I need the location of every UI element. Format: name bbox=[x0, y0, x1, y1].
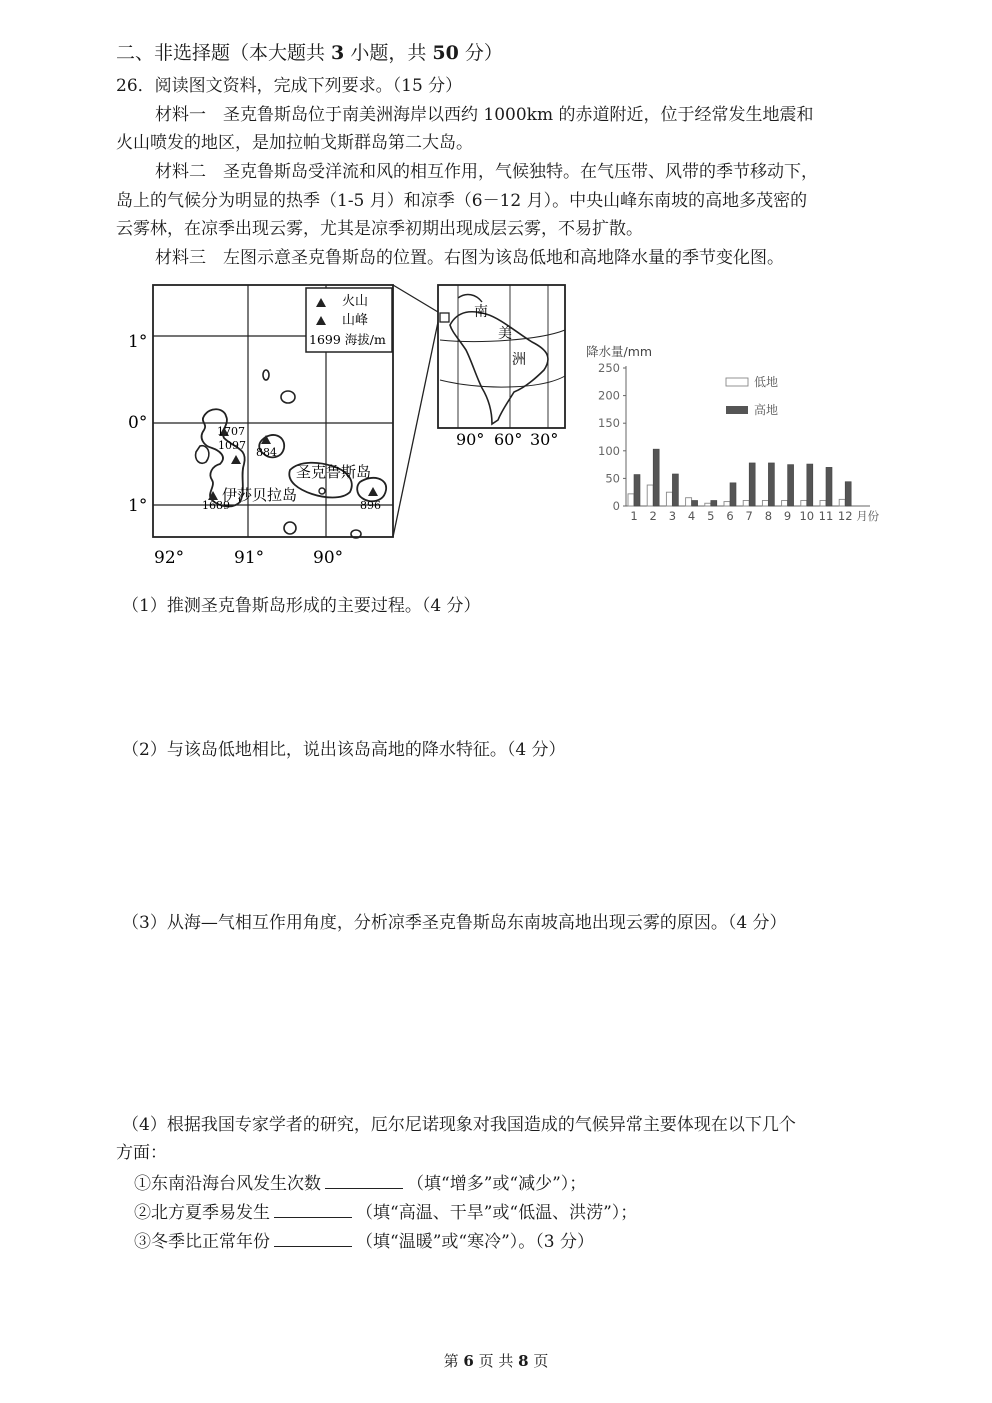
peak-icon bbox=[368, 487, 378, 496]
bar-lowland bbox=[743, 500, 749, 506]
x-tick-label: 5 bbox=[707, 509, 715, 523]
inset-lon-60: 60° bbox=[494, 430, 523, 449]
material-1-line-1: 材料一 圣克鲁斯岛位于南美洲海岸以西约 1000km 的赤道附近，位于经常发生地震和 bbox=[155, 105, 814, 125]
elev-1689: 1689 bbox=[202, 499, 230, 512]
bar-highland bbox=[768, 463, 774, 506]
isabela-label: 伊莎贝拉岛 bbox=[222, 486, 298, 504]
x-tick-label: 2 bbox=[649, 509, 657, 523]
bar-lowland bbox=[801, 500, 807, 506]
bar-highland bbox=[692, 500, 698, 506]
answer-blank-1[interactable] bbox=[325, 1174, 403, 1189]
islet bbox=[263, 370, 269, 380]
answer-blank-2[interactable] bbox=[274, 1203, 352, 1218]
inset-label-zhou: 洲 bbox=[512, 352, 526, 368]
bar-lowland bbox=[724, 502, 730, 506]
bar-lowland bbox=[628, 494, 634, 506]
south-america-inset bbox=[438, 285, 565, 428]
x-tick-label: 4 bbox=[687, 509, 696, 523]
bar-lowland bbox=[782, 500, 788, 506]
bar-lowland bbox=[839, 499, 845, 506]
sub-question-4-line-2: 方面： bbox=[116, 1143, 167, 1163]
bar-lowland bbox=[647, 485, 653, 506]
legend-swatch-lowland bbox=[726, 378, 748, 386]
x-tick-label: 11 bbox=[818, 509, 834, 523]
legend-peak-label: 山峰 bbox=[342, 313, 369, 328]
question-stem: 26．阅读图文资料，完成下列要求。（15 分） bbox=[116, 76, 463, 96]
fill-item-1: ①东南沿海台风发生次数 （填“增多”或“减少”）； bbox=[134, 1174, 587, 1194]
islet bbox=[196, 446, 209, 464]
location-map bbox=[120, 280, 580, 575]
inset-label-nan: 南 bbox=[474, 304, 488, 320]
lon-label-91: 91° bbox=[234, 548, 265, 568]
fill-item-2: ②北方夏季易发生 （填“高温、干旱”或“低温、洪涝”）； bbox=[134, 1203, 638, 1223]
material-2-line-3: 云雾林，在凉季出现云雾，尤其是凉季初期出现成层云雾，不易扩散。 bbox=[116, 219, 643, 239]
lat-label-1n: 1° bbox=[128, 332, 148, 352]
santa-cruz-label: 圣克鲁斯岛 bbox=[296, 463, 372, 481]
inset-lon-30: 30° bbox=[530, 430, 559, 449]
lon-label-90: 90° bbox=[313, 548, 344, 568]
bar-highland bbox=[634, 475, 640, 506]
legend-volcano-label: 火山 bbox=[342, 294, 369, 309]
islet bbox=[281, 391, 295, 403]
x-axis-label: 月份 bbox=[856, 509, 880, 523]
y-tick-label: 150 bbox=[598, 416, 620, 431]
y-tick-label: 250 bbox=[598, 361, 620, 375]
legend-swatch-highland bbox=[726, 406, 748, 414]
bar-lowland bbox=[762, 500, 768, 506]
legend-elevation-label: 1699 海拔/m bbox=[309, 332, 386, 347]
x-tick-label: 9 bbox=[783, 509, 792, 523]
x-tick-label: 3 bbox=[668, 509, 677, 523]
x-tick-label: 8 bbox=[764, 509, 773, 523]
page-footer: 第 6 页 共 8 页 bbox=[443, 1352, 549, 1370]
legend-label-lowland: 低地 bbox=[754, 375, 779, 389]
bar-highland bbox=[845, 482, 851, 506]
elev-1707: 1707 bbox=[217, 425, 245, 438]
lat-label-1s: 1° bbox=[128, 496, 148, 516]
section-title: 二、非选择题（本大题共 3 小题，共 50 分） bbox=[116, 42, 503, 64]
material-1-line-2: 火山喷发的地区，是加拉帕戈斯群岛第二大岛。 bbox=[116, 133, 473, 153]
bar-lowland bbox=[666, 492, 672, 506]
x-tick-label: 12 bbox=[837, 509, 853, 523]
bar-highland bbox=[672, 474, 678, 506]
islet bbox=[319, 488, 325, 494]
legend-label-highland: 高地 bbox=[754, 403, 779, 417]
x-tick-label: 10 bbox=[799, 509, 815, 523]
inset-label-mei: 美 bbox=[498, 326, 512, 342]
bar-lowland bbox=[705, 503, 711, 506]
inset-lon-90: 90° bbox=[456, 430, 485, 449]
material-2-line-1: 材料二 圣克鲁斯岛受洋流和风的相互作用，气候独特。在气压带、风带的季节移动下， bbox=[155, 162, 818, 182]
x-tick-label: 1 bbox=[630, 509, 638, 523]
sub-question-4-line-1: （4）根据我国专家学者的研究，厄尔尼诺现象对我国造成的气候异常主要体现在以下几个 bbox=[122, 1115, 796, 1135]
volcano-icon bbox=[231, 455, 241, 464]
answer-blank-3[interactable] bbox=[274, 1232, 352, 1247]
y-tick-label: 0 bbox=[612, 499, 620, 513]
bar-highland bbox=[826, 467, 832, 506]
bar-highland bbox=[807, 464, 813, 506]
elev-896: 896 bbox=[360, 499, 381, 512]
lat-label-0: 0° bbox=[128, 413, 148, 433]
elev-884: 884 bbox=[256, 446, 277, 459]
y-tick-label: 200 bbox=[598, 388, 620, 403]
sub-question-2: （2）与该岛低地相比，说出该岛高地的降水特征。（4 分） bbox=[122, 740, 566, 760]
chart-ylabel: 降水量/mm bbox=[586, 344, 653, 359]
x-tick-label: 7 bbox=[745, 509, 753, 523]
sub-question-1: （1）推测圣克鲁斯岛形成的主要过程。（4 分） bbox=[122, 596, 481, 616]
bar-highland bbox=[730, 483, 736, 506]
material-3: 材料三 左图示意圣克鲁斯岛的位置。右图为该岛低地和高地降水量的季节变化图。 bbox=[155, 248, 784, 268]
bar-highland bbox=[749, 463, 755, 506]
y-tick-label: 50 bbox=[605, 471, 620, 486]
precipitation-chart bbox=[580, 338, 880, 528]
bar-highland bbox=[653, 449, 659, 506]
sub-question-3: （3）从海—气相互作用角度，分析凉季圣克鲁斯岛东南坡高地出现云雾的原因。（4 分） bbox=[122, 913, 787, 933]
islet bbox=[284, 522, 296, 534]
fill-item-3: ③冬季比正常年份 （填“温暖”或“寒冷”）。（3 分） bbox=[134, 1232, 594, 1252]
bar-lowland bbox=[820, 500, 826, 506]
x-tick-label: 6 bbox=[726, 509, 734, 523]
bar-lowland bbox=[686, 498, 692, 506]
lon-label-92: 92° bbox=[154, 548, 185, 568]
bar-highland bbox=[788, 465, 794, 506]
y-tick-label: 100 bbox=[598, 443, 620, 458]
elev-1097: 1097 bbox=[218, 439, 246, 452]
material-2-line-2: 岛上的气候分为明显的热季（1-5 月）和凉季（6－12 月）。中央山峰东南坡的高地多茂密的 bbox=[116, 191, 808, 211]
bar-highland bbox=[711, 500, 717, 506]
